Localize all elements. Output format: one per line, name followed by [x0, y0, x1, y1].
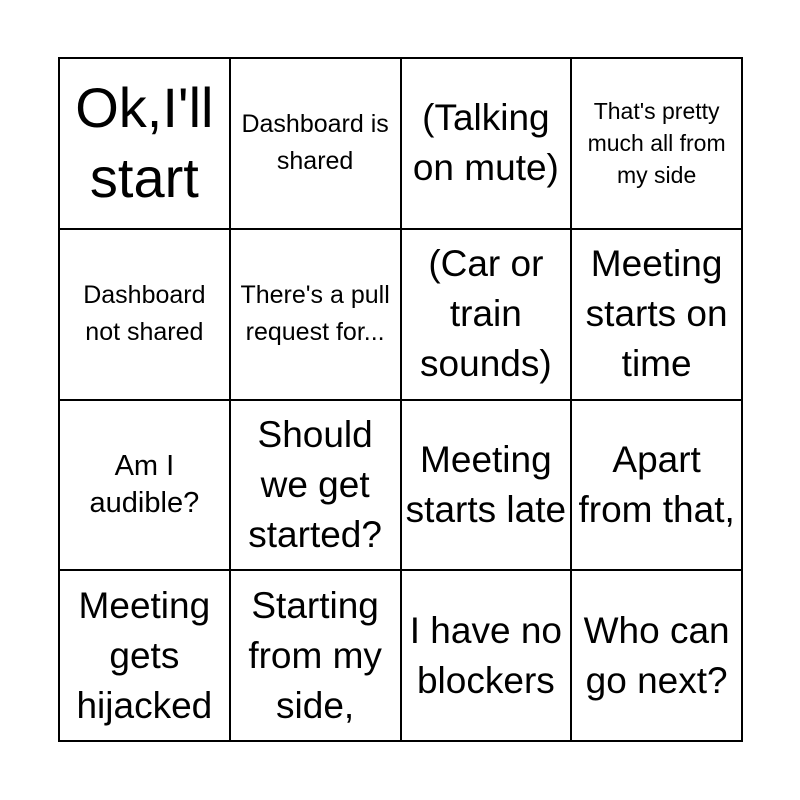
cell-text: Meeting gets hijacked [76, 584, 213, 726]
bingo-cell[interactable] [60, 59, 231, 230]
cell-text: Should we get started? [248, 413, 382, 555]
bingo-cell[interactable] [402, 571, 573, 742]
cell-text: I have no blockers [409, 609, 562, 701]
bingo-cell[interactable] [402, 230, 573, 401]
cell-text: Dashboard not shared [83, 281, 206, 347]
bingo-cell[interactable] [231, 401, 402, 572]
cell-text: Starting from my side, [248, 584, 382, 726]
cell-text: Ok,I'll start [75, 76, 214, 210]
cell-text: There's a pull request for... [240, 281, 390, 347]
bingo-cell[interactable] [231, 230, 402, 401]
bingo-cell[interactable] [572, 230, 743, 401]
cell-text: Who can go next? [583, 609, 730, 701]
bingo-cell[interactable] [231, 59, 402, 230]
bingo-cell[interactable] [402, 401, 573, 572]
bingo-cell[interactable] [231, 571, 402, 742]
cell-text: (Car or train sounds) [420, 243, 552, 385]
bingo-cell[interactable] [60, 230, 231, 401]
bingo-cell[interactable] [572, 571, 743, 742]
bingo-cell[interactable] [60, 571, 231, 742]
bingo-cell[interactable] [572, 59, 743, 230]
bingo-cell[interactable] [402, 59, 573, 230]
cell-text: Apart from that, [578, 438, 735, 530]
bingo-board [58, 57, 743, 742]
cell-text: Dashboard is shared [241, 110, 389, 176]
cell-text: Meeting starts late [405, 438, 567, 530]
bingo-cell[interactable] [572, 401, 743, 572]
cell-text: Meeting starts on time [585, 243, 728, 385]
cell-text: That's pretty much all from my side [587, 98, 726, 189]
cell-text: (Talking on mute) [412, 97, 559, 189]
cell-text: Am I audible? [89, 449, 200, 519]
bingo-cell[interactable] [60, 401, 231, 572]
